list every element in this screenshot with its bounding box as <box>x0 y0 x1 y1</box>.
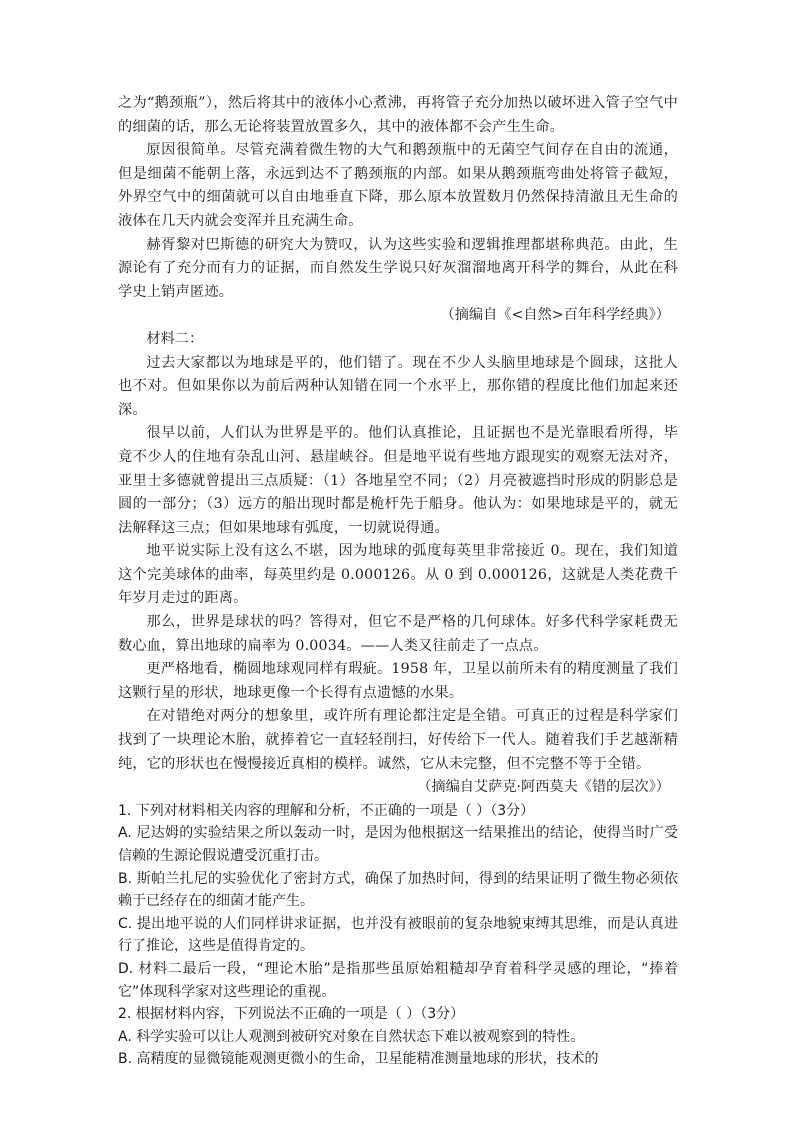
material1-paragraph-2: 原因很简单。尽管充满着微生物的大气和鹅颈瓶中的无菌空气间存在自由的流通，但是细菌不能朝上落，永远到达不了鹅颈瓶的内部。如果从鹅颈瓶弯曲处将管子截短，外界空气中的细菌就可以自由地垂直下降，那么原本放置数月仍然保持清澈且无生命的液体在几天内就会变浑并且充满生命。 <box>118 142 678 229</box>
question-1 <box>118 800 678 1003</box>
question-2-option-b: B. 高精度的显微镜能观测更微小的生命，卫星能精准测量地球的形状，技术的 <box>118 1051 599 1068</box>
material2-paragraph-2: 很早以前，人们认为世界是平的。他们认真推论，且证据也不是光靠眼看所得，毕竟不少人的住地有杂乱山河、悬崖峡谷。但是地平说有些地方跟现实的观察无法对齐，亚里士多德就曾提出三点质疑：（1）各地星空不同；（2）月亮被遮挡时形成的阴影总是圆的一部分；（3）远方的船出现时都是桅杆先于船身。他认为：如果地球是平的，就无法解释这三点；但如果地球有弧度，一切就说得通。 <box>118 425 678 536</box>
question-2-stem: 2. 根据材料内容，下列说法不正确的一项是（ ）（3分） <box>118 1006 465 1023</box>
question-2-option-a: A. 科学实验可以让人观测到被研究对象在自然状态下难以被观察到的特性。 <box>118 1028 585 1045</box>
question-1-option-c: C. 提出地平说的人们同样讲求证据，也并没有被眼前的复杂地貌束缚其思维，而是认真进行了推论，这些是值得肯定的。 <box>118 915 678 955</box>
material2-paragraph-1: 过去大家都以为地球是平的，他们错了。现在不少人头脑里地球是个圆球，这批人也不对。但如果你以为前后两种认知错在同一个水平上，那你错的程度比他们加起来还深。 <box>118 354 678 418</box>
material2-paragraph-4: 那么，世界是球状的吗？答得对，但它不是严格的几何球体。好多代科学家耗费无数心血，算出地球的扁率为 0.0034。——人类又往前走了一点点。 <box>118 614 678 654</box>
document-page <box>118 92 678 1071</box>
material1-paragraph-1: 之为“鹅颈瓶”），然后将其中的液体小心煮沸，再将管子充分加热以破坏进入管子空气中的细菌的话，那么无论将装置放置多久，其中的液体都不会产生生命。 <box>118 95 678 135</box>
material1-paragraph-3: 赫胥黎对巴斯德的研究大为赞叹，认为这些实验和逻辑推理都堪称典范。由此，生源论有了充分而有力的证据，而自然发生学说只好灰溜溜地离开科学的舞台，从此在科学史上销声匿迹。 <box>118 236 678 300</box>
question-1-option-a: A. 尼达姆的实验结果之所以轰动一时，是因为他根据这一结果推出的结论，使得当时广受信赖的生源论假说遭受沉重打击。 <box>118 825 678 864</box>
material1-source: （摘编自《<自然>百年科学经典》） <box>440 307 670 324</box>
question-1-option-b: B. 斯帕兰扎尼的实验优化了密封方式，确保了加热时间，得到的结果证明了微生物必须依赖于已经存在的细菌才能产生。 <box>118 870 678 910</box>
material2-paragraph-3: 地平说实际上没有这么不堪，因为地球的弧度每英里非常接近 0。现在，我们知道这个完美球体的曲率，每英里约是 0.000126。从 0 到 0.000126，这就是人类花费千年岁月走过的距离。 <box>118 543 678 607</box>
material2-paragraph-5: 更严格地看，椭圆地球观同样有瑕疵。1958 年，卫星以前所未有的精度测量了我们这颗行星的形状，地球更像一个长得有点遗憾的水果。 <box>118 661 678 701</box>
question-2 <box>118 1003 678 1071</box>
question-1-stem: 1. 下列对材料相关内容的理解和分析，不正确的一项是（ ）（3分） <box>118 802 535 819</box>
material2-paragraph-6: 在对错绝对两分的想象里，或许所有理论都注定是全错。可真正的过程是科学家们找到了一块理论木胎，就捧着它一直轻轻削扫，好传给下一代人。随着我们手艺越渐精纯，它的形状也在慢慢接近真相的模样。诚然，它从未完整，但不完整不等于全错。 <box>118 708 678 772</box>
material2-source: （摘编自艾萨克·阿西莫夫《错的层次》） <box>417 779 670 796</box>
question-1-option-d: D. 材料二最后一段，“理论木胎”是指那些虽原始粗糙却孕育着科学灵感的理论，“捧着它”体现科学家对这些理论的重视。 <box>118 960 678 1000</box>
material2-label: 材料二： <box>146 330 204 347</box>
